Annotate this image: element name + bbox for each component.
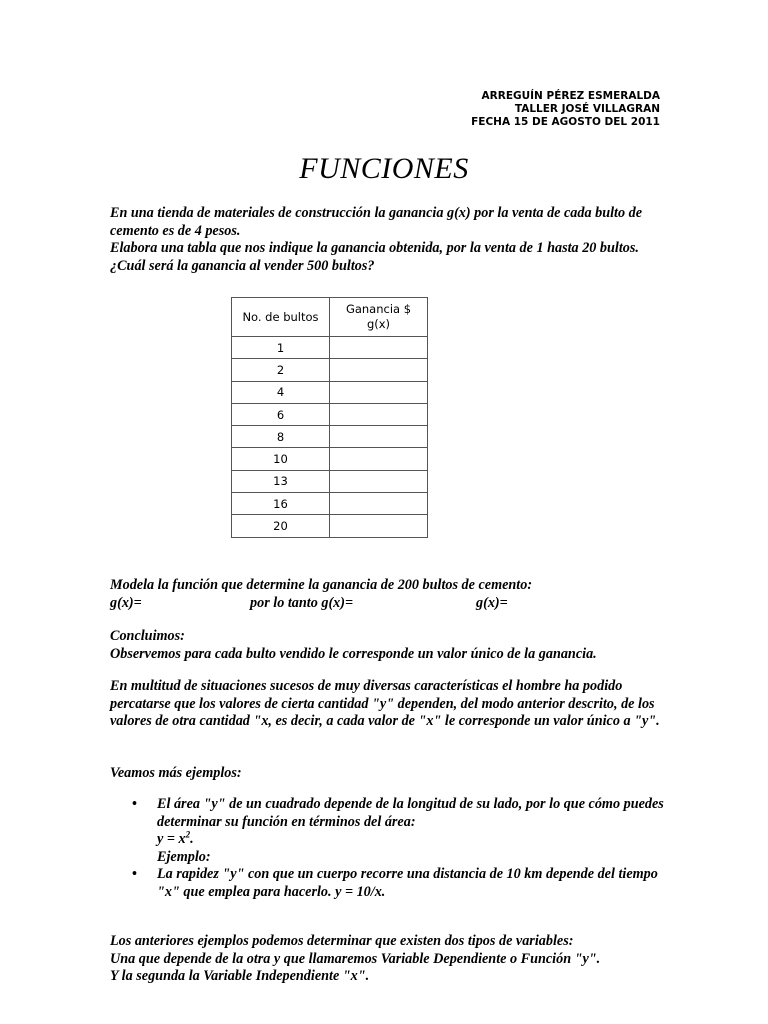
formula-end: . xyxy=(190,831,194,848)
author-name: ARREGUÍN PÉREZ ESMERALDA xyxy=(481,90,660,102)
model-text: Modela la función que determine la ganancia de 200 bultos de cemento: xyxy=(110,577,533,593)
ganancia-cell xyxy=(330,337,428,359)
examples-heading: Veamos más ejemplos: xyxy=(110,765,242,781)
gx-row xyxy=(110,595,670,613)
bultos-cell: 1 xyxy=(232,337,330,359)
page-title: FUNCIONES xyxy=(299,152,469,185)
situations-paragraph xyxy=(110,678,670,731)
ganancia-cell xyxy=(330,470,428,492)
col-ganancia-header xyxy=(330,298,428,337)
table-row xyxy=(232,426,428,448)
bultos-cell: 16 xyxy=(232,493,330,515)
gx-blank-1: g(x)= xyxy=(110,594,142,611)
conclusion-heading: Concluimos: xyxy=(110,628,185,644)
table-row xyxy=(232,470,428,492)
bultos-cell: 8 xyxy=(232,426,330,448)
table-row xyxy=(232,381,428,403)
example-1-label: Ejemplo: xyxy=(157,848,211,865)
list-item xyxy=(110,796,670,866)
examples-list-block xyxy=(110,796,670,902)
intro-line-2: Elabora una tabla que nos indique la ganancia obtenida, por la venta de 1 hasta 20 bultos. xyxy=(110,240,639,257)
ganancia-label: Ganancia $ xyxy=(345,302,412,316)
col-bultos-header: No. de bultos xyxy=(232,298,330,337)
intro-line-3: ¿Cuál será la ganancia al vender 500 bultos? xyxy=(110,257,375,274)
bullet-icon: • xyxy=(132,866,137,883)
ganancia-cell xyxy=(330,403,428,425)
variables-section xyxy=(110,933,670,986)
bultos-cell: 20 xyxy=(232,515,330,537)
examples-list xyxy=(110,796,670,902)
gx-blank-2: por lo tanto g(x)= xyxy=(250,594,354,611)
ganancia-cell xyxy=(330,359,428,381)
bultos-cell: 10 xyxy=(232,448,330,470)
document-date: FECHA 15 DE AGOSTO DEL 2011 xyxy=(471,116,660,128)
gx-blank-3: g(x)= xyxy=(476,594,508,611)
school-name: TALLER JOSÉ VILLAGRAN xyxy=(514,103,660,115)
intro-section xyxy=(110,205,670,275)
model-section xyxy=(110,577,670,612)
bultos-cell: 2 xyxy=(232,359,330,381)
variables-line-3: Y la segunda la Variable Independiente "x". xyxy=(110,968,370,985)
example-1-formula xyxy=(157,831,670,849)
table-row xyxy=(232,337,428,359)
variables-line-1: Los anteriores ejemplos podemos determinar que existen dos tipos de variables: xyxy=(110,933,574,949)
table-row xyxy=(232,515,428,537)
conclusion-text: Observemos para cada bulto vendido le corresponde un valor único de la ganancia. xyxy=(110,645,597,662)
variables-line-2: Una que depende de la otra y que llamaremos Variable Dependiente o Función "y". xyxy=(110,950,601,967)
bullet-icon: • xyxy=(132,796,137,812)
table-row xyxy=(232,448,428,470)
table-row xyxy=(232,359,428,381)
table-header-row xyxy=(232,298,428,337)
intro-line-1: En una tienda de materiales de construcción la ganancia g(x) por la venta de cada bulto de cemento es de 4 pesos. xyxy=(110,205,643,239)
ganancia-cell xyxy=(330,426,428,448)
formula-exponent: 2 xyxy=(185,829,191,840)
ganancia-cell xyxy=(330,515,428,537)
list-item xyxy=(110,866,670,901)
bultos-cell: 6 xyxy=(232,403,330,425)
example-1-text: El área "y" de un cuadrado depende de la longitud de su lado, por lo que cómo puedes determinar su función en términos del área: xyxy=(157,796,664,830)
example-2-text: La rapidez "y" con que un cuerpo recorre una distancia de 10 km depende del tiempo "x" que emplea para hacerlo. y = 10/x. xyxy=(157,866,658,900)
formula-base: y = x xyxy=(157,831,186,848)
examples-heading-block xyxy=(110,765,670,783)
bultos-cell: 4 xyxy=(232,381,330,403)
table-row xyxy=(232,403,428,425)
ganancia-cell xyxy=(330,448,428,470)
ganancia-cell xyxy=(330,493,428,515)
profit-table xyxy=(231,297,428,538)
author-header xyxy=(471,90,660,129)
ganancia-cell xyxy=(330,381,428,403)
situations-text: En multitud de situaciones sucesos de muy diversas características el hombre ha podido percatarse que los valores de cierta cantidad "y" dependen, del modo anterior descrito, de los valores de otra cantidad "x, es decir, a cada valor de "x" le corresponde un valor único a "y". xyxy=(110,678,660,730)
bultos-cell: 13 xyxy=(232,470,330,492)
table-row xyxy=(232,493,428,515)
gx-label: g(x) xyxy=(366,317,391,331)
conclusion-section xyxy=(110,628,670,663)
